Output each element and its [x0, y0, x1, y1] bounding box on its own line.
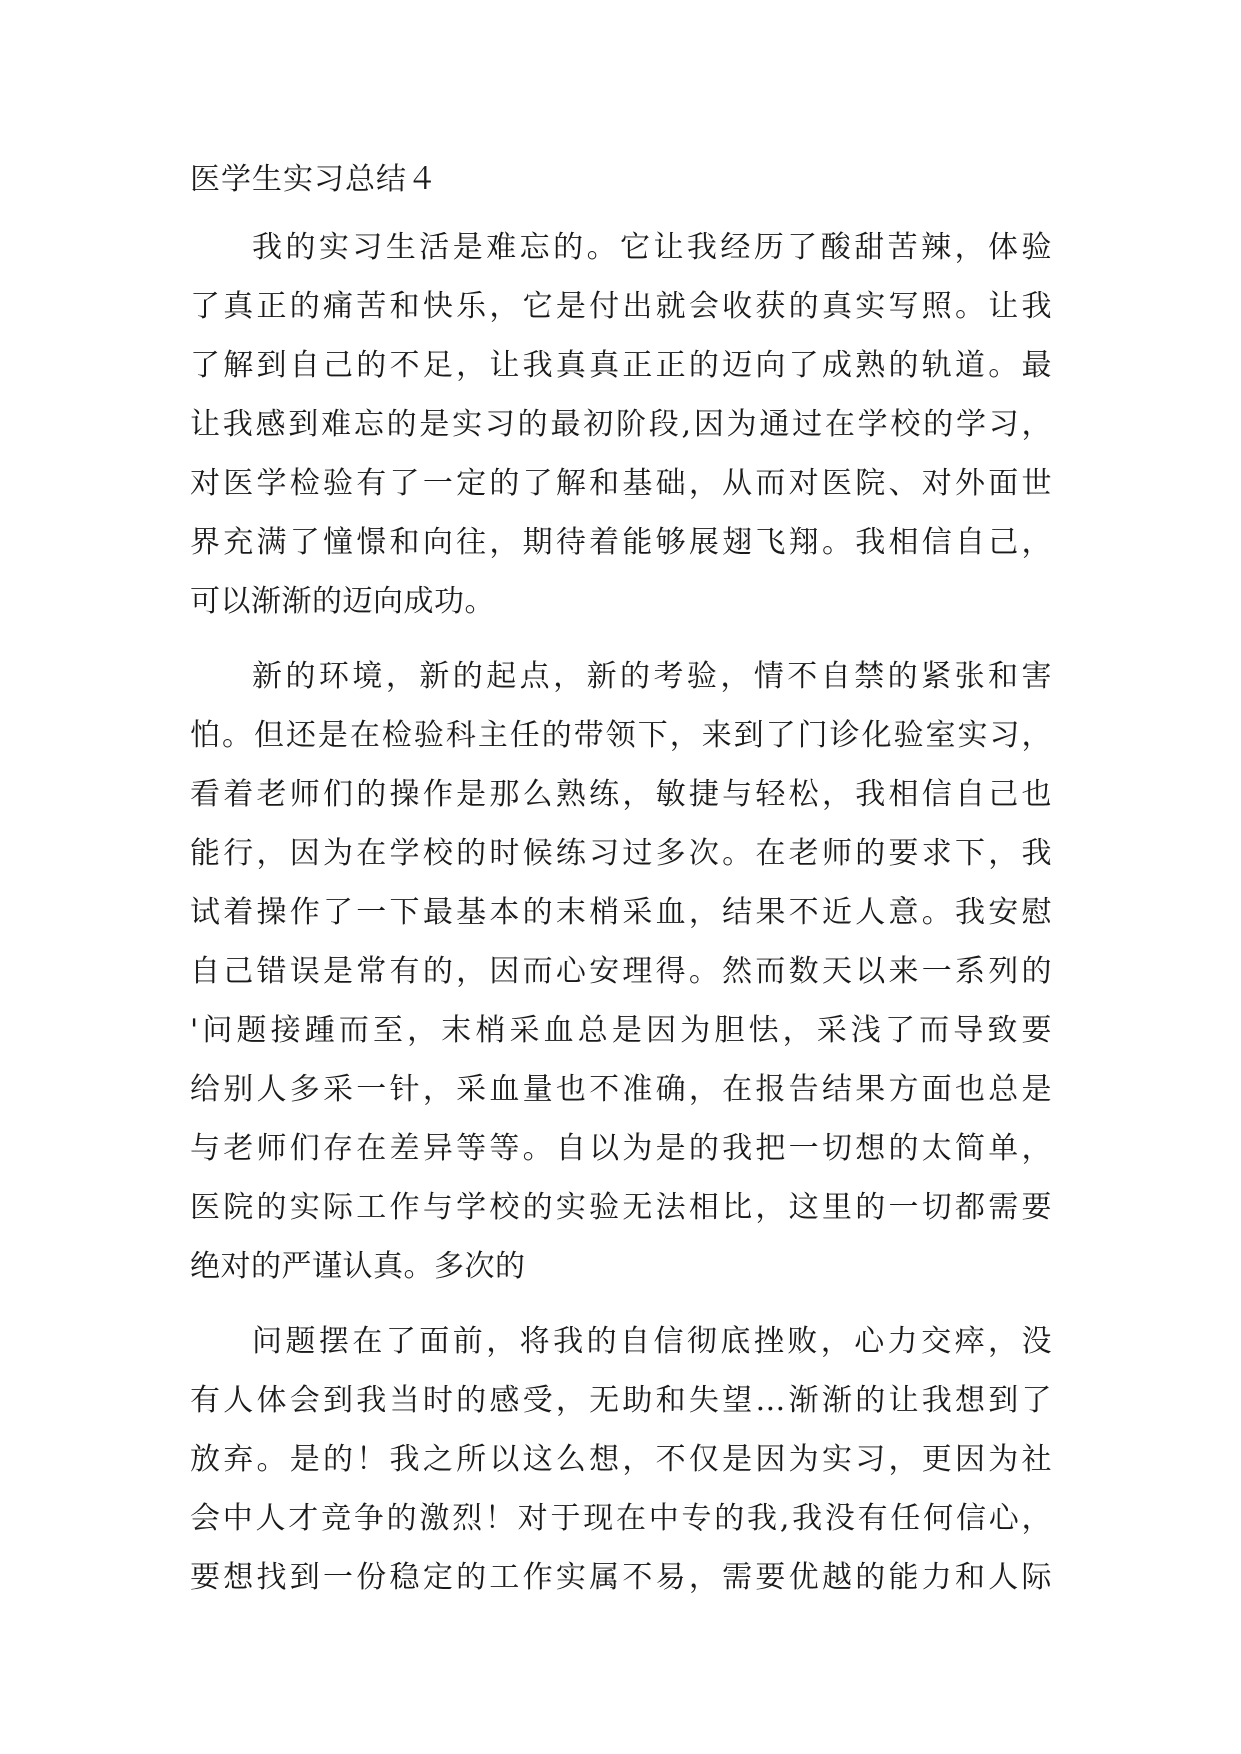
- text-line: 会中人才竞争的激烈！对于现在中专的我,我没有任何信心，: [190, 1501, 1052, 1536]
- paragraph-1: [190, 218, 1052, 631]
- document-title: 医学生实习总结４: [190, 162, 438, 197]
- paragraph-2: [190, 647, 1052, 1296]
- text-line: 与老师们存在差异等等。自以为是的我把一切想的太简单，: [190, 1131, 1052, 1166]
- text-line: 放弃。是的！我之所以这么想，不仅是因为实习，更因为社: [190, 1442, 1052, 1477]
- text-line: 我的实习生活是难忘的。它让我经历了酸甜苦辣，体验: [252, 230, 1052, 265]
- text-line: 了解到自己的不足，让我真真正正的迈向了成熟的轨道。最: [190, 348, 1052, 383]
- paragraph-3: [190, 1312, 1052, 1607]
- text-line: 了真正的痛苦和快乐，它是付出就会收获的真实写照。让我: [190, 289, 1052, 324]
- text-line: 新的环境，新的起点，新的考验，情不自禁的紧张和害: [252, 659, 1052, 694]
- text-line: 让我感到难忘的是实习的最初阶段,因为通过在学校的学习，: [190, 407, 1052, 442]
- text-line: 可以渐渐的迈向成功。: [190, 584, 495, 619]
- text-line: 能行，因为在学校的时候练习过多次。在老师的要求下，我: [190, 836, 1052, 871]
- document-body: [190, 158, 1052, 1623]
- text-line: 问题摆在了面前，将我的自信彻底挫败，心力交瘁，没: [252, 1324, 1052, 1359]
- text-line: 绝对的严谨认真。多次的: [190, 1249, 526, 1284]
- text-line: 界充满了憧憬和向往，期待着能够展翅飞翔。我相信自己，: [190, 525, 1052, 560]
- text-line: 对医学检验有了一定的了解和基础，从而对医院、对外面世: [190, 466, 1052, 501]
- text-line: 试着操作了一下最基本的末梢采血，结果不近人意。我安慰: [190, 895, 1052, 930]
- text-line: 要想找到一份稳定的工作实属不易，需要优越的能力和人际: [190, 1560, 1052, 1595]
- text-line: 自己错误是常有的，因而心安理得。然而数天以来一系列的: [190, 954, 1052, 989]
- text-line: 怕。但还是在检验科主任的带领下，来到了门诊化验室实习，: [190, 718, 1052, 753]
- text-line: 看着老师们的操作是那么熟练，敏捷与轻松，我相信自己也: [190, 777, 1052, 812]
- text-line: '问题接踵而至，末梢采血总是因为胆怯，采浅了而导致要: [190, 1013, 1052, 1048]
- text-line: 医院的实际工作与学校的实验无法相比，这里的一切都需要: [190, 1190, 1052, 1225]
- text-line: 给别人多采一针，采血量也不准确，在报告结果方面也总是: [190, 1072, 1052, 1107]
- text-line: 有人体会到我当时的感受，无助和失望…渐渐的让我想到了: [190, 1383, 1052, 1418]
